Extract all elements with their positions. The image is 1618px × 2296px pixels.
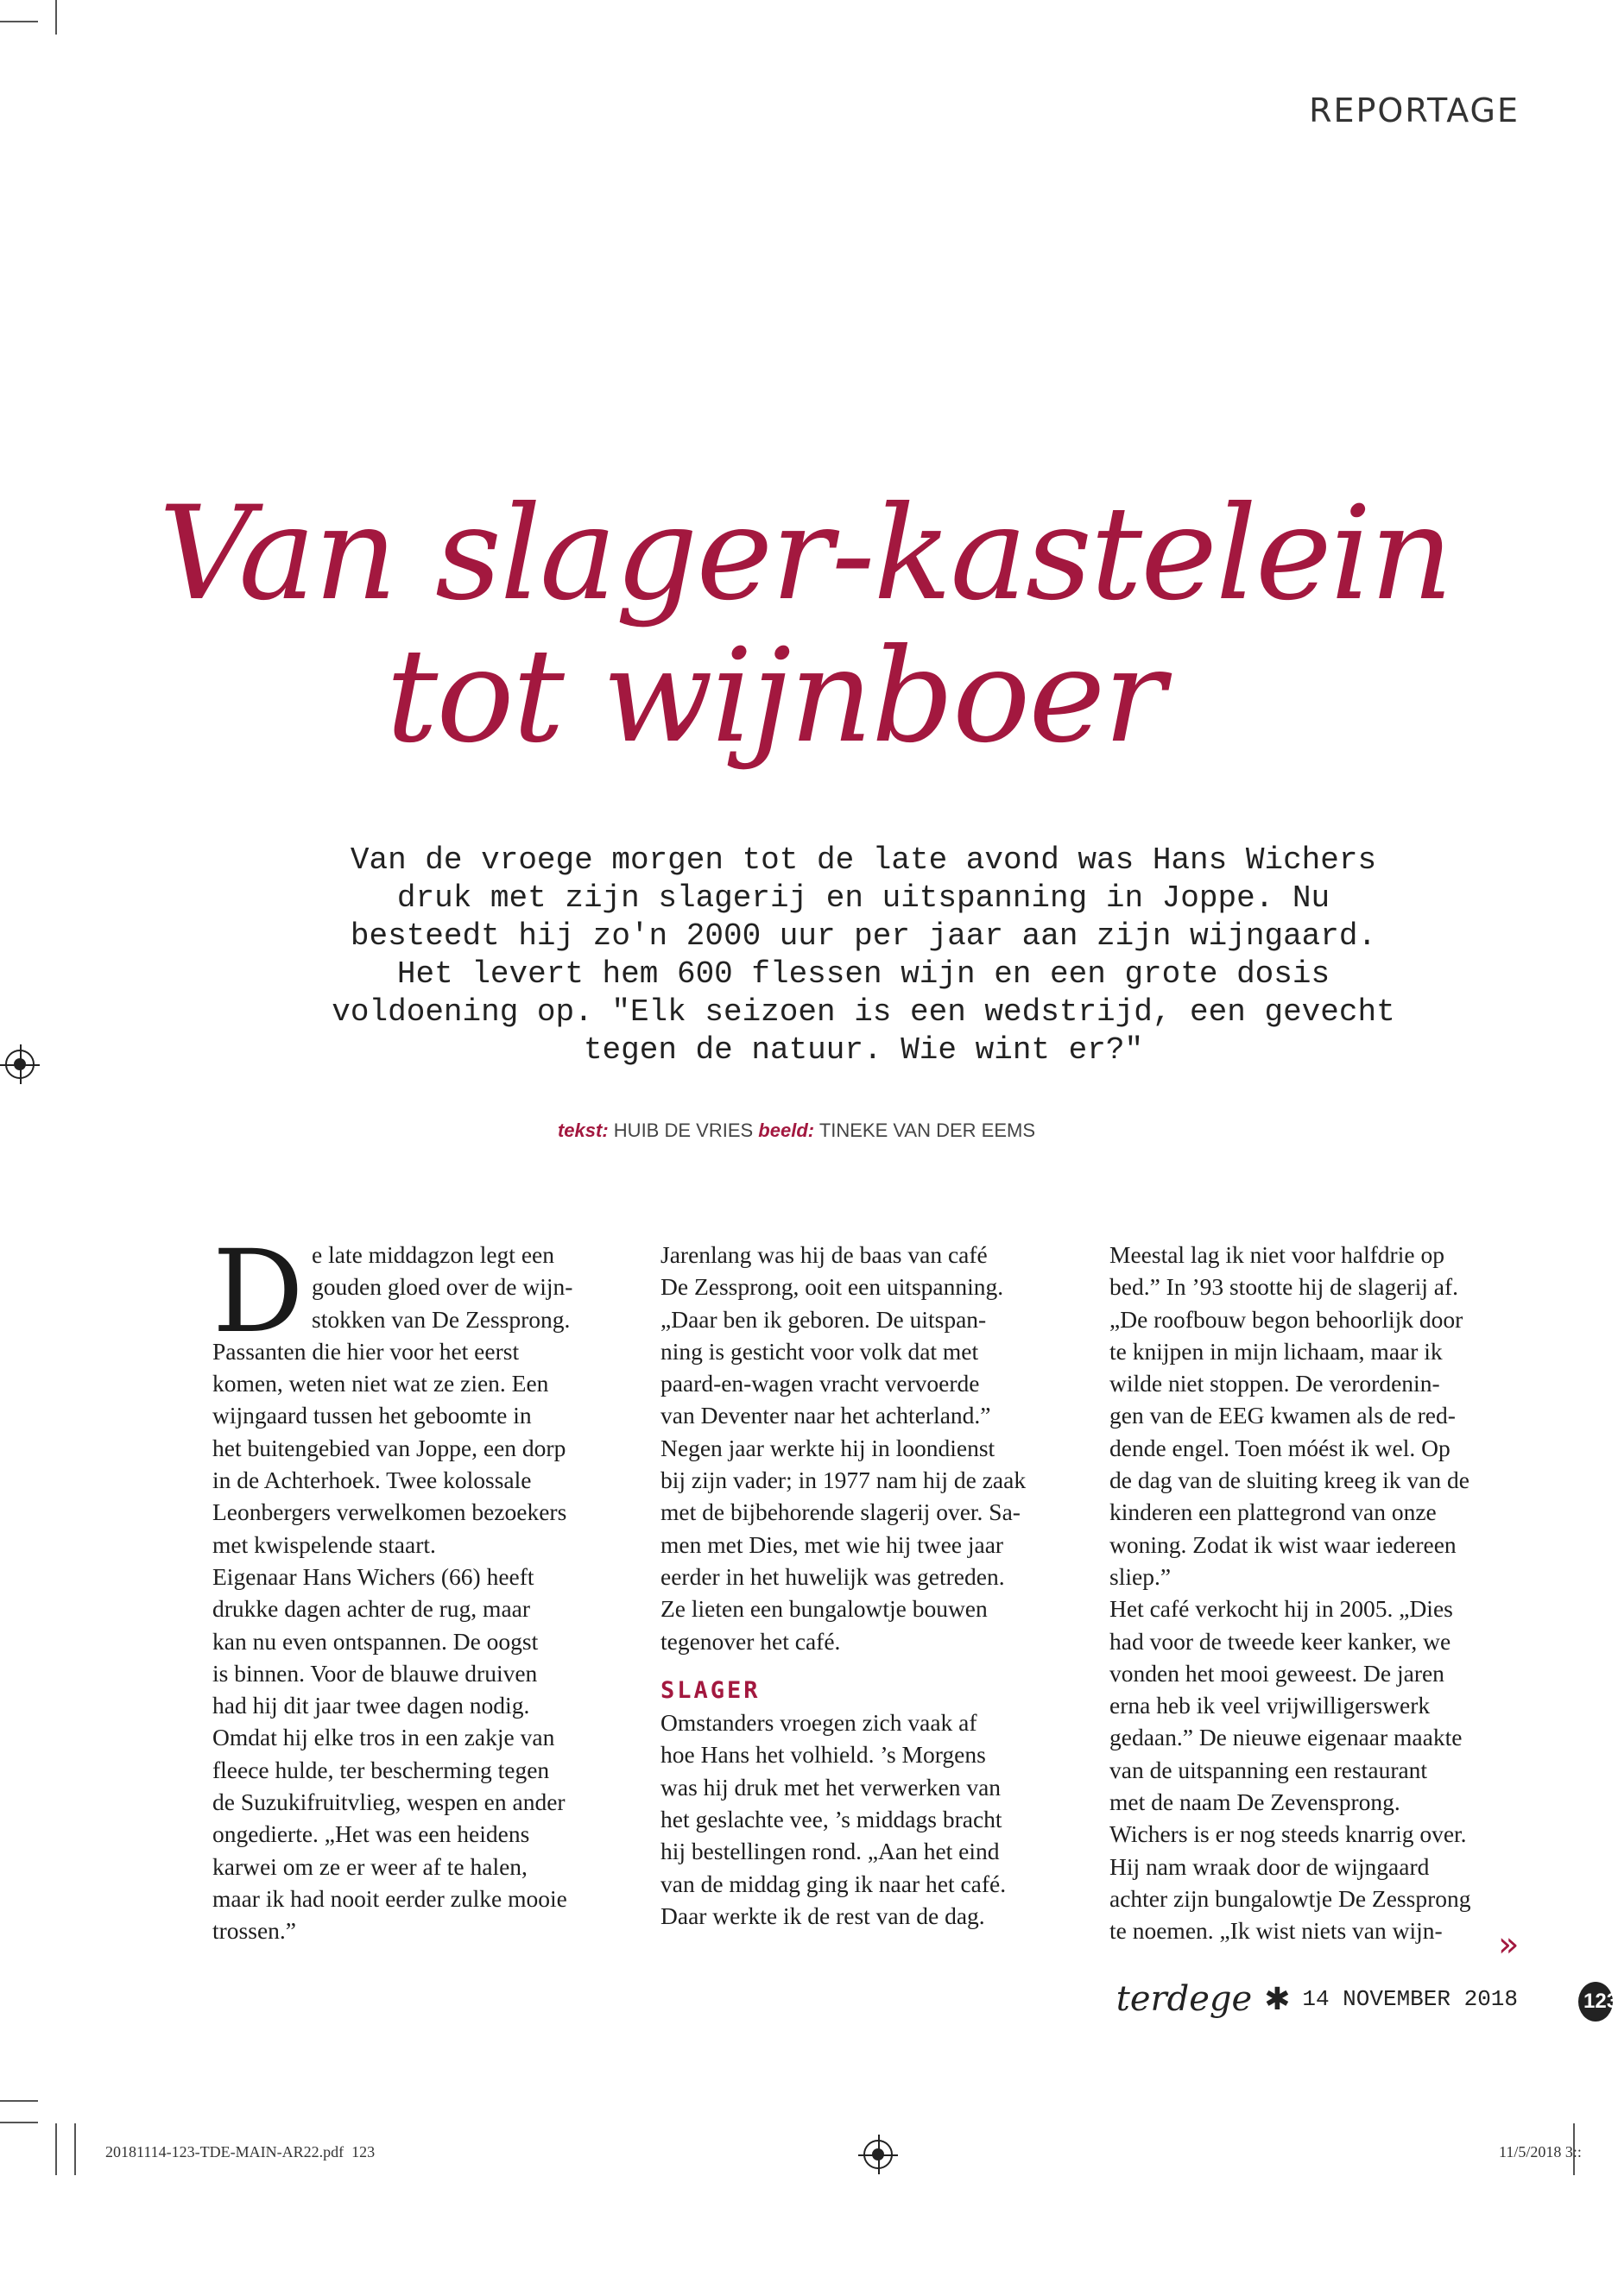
body-line: eerder in het huwelijk was getreden.: [660, 1562, 1005, 1590]
asterisk-icon: ✱: [1264, 1981, 1291, 2017]
body-line: e late middagzon legt een: [312, 1241, 554, 1268]
body-line: men met Dies, met wie hij twee jaar: [660, 1530, 1004, 1558]
body-line: hij bestellingen rond. „Aan het eind: [660, 1838, 1000, 1865]
body-line: Leonbergers verwelkomen bezoekers: [212, 1498, 567, 1526]
headline-line-2: tot wijnboer: [386, 621, 1164, 772]
body-line: had voor de tweede keer kanker, we: [1109, 1627, 1451, 1655]
headline: [0, 479, 1593, 772]
body-line: het buitengebied van Joppe, een dorp: [212, 1434, 566, 1461]
body-line: drukke dagen achter de rug, maar: [212, 1595, 531, 1623]
body-line: Hij nam wraak door de wijngaard: [1109, 1852, 1430, 1880]
body-line: De Zessprong, ooit een uitspanning.: [660, 1273, 1004, 1301]
body-line: karwei om ze er weer af te halen,: [212, 1852, 528, 1880]
intro-line: voldoening op. "Elk seizoen is een wedstrijd, een gevecht: [332, 994, 1395, 1030]
body-line: te noemen. „Ik wist niets van wijn-: [1109, 1917, 1443, 1945]
body-line: Het café verkocht hij in 2005. „Dies: [1109, 1595, 1453, 1623]
registration-mark-icon: [863, 2140, 893, 2169]
author-name: HUIB DE VRIES: [613, 1120, 754, 1141]
intro-paragraph: [307, 842, 1420, 1069]
body-line: van de uitspanning een restaurant: [1109, 1756, 1428, 1783]
body-line: met de bijbehorende slagerij over. Sa-: [660, 1498, 1021, 1526]
body-line: fleece hulde, ter bescherming tegen: [212, 1756, 550, 1783]
body-line: ongedierte. „Het was een heidens: [212, 1820, 530, 1848]
photographer-name: TINEKE VAN DER EEMS: [818, 1120, 1036, 1141]
crop-mark: [0, 2100, 38, 2102]
body-line: „Daar ben ik geboren. De uitspan-: [660, 1305, 987, 1333]
crop-mark: [55, 0, 57, 35]
body-line: maar ik had nooit eerder zulke mooie: [212, 1884, 567, 1912]
body-line: Passanten die hier voor het eerst: [212, 1337, 520, 1365]
slug-page: 123: [351, 2143, 376, 2160]
body-line: paard-en-wagen vracht vervoerde: [660, 1370, 980, 1397]
body-line: Eigenaar Hans Wichers (66) heeft: [212, 1562, 534, 1590]
page-number-badge: 123: [1578, 1982, 1613, 2022]
slug-filename: 20181114-123-TDE-MAIN-AR22.pdf: [105, 2143, 344, 2160]
body-line: sliep.”: [1109, 1562, 1172, 1590]
body-line: met de naam De Zevensprong.: [1109, 1788, 1400, 1816]
intro-line: tegen de natuur. Wie wint er?": [583, 1032, 1144, 1068]
body-line: erna heb ik veel vrijwilligerswerk: [1109, 1692, 1431, 1719]
intro-line: Het levert hem 600 flessen wijn en een grote dosis: [396, 956, 1330, 992]
body-line: achter zijn bungalowtje De Zessprong: [1109, 1884, 1471, 1912]
body-line: Omdat hij elke tros in een zakje van: [212, 1724, 555, 1751]
body-line: hoe Hans het volhield. ’s Morgens: [660, 1741, 986, 1769]
article-column-2: [660, 1239, 1071, 1932]
page-footer: [1116, 1979, 1518, 2019]
body-line: was hij druk met het verwerken van: [660, 1773, 1002, 1801]
body-line: Negen jaar werkte hij in loondienst: [660, 1434, 995, 1461]
registration-mark-icon: [5, 1050, 35, 1079]
section-label: REPORTAGE: [1309, 91, 1520, 129]
body-line: „De roofbouw begon behoorlijk door: [1109, 1305, 1463, 1333]
body-line: Jarenlang was hij de baas van café: [660, 1241, 988, 1268]
body-line: ning is gesticht voor volk dat met: [660, 1337, 979, 1365]
continue-arrow-icon: »: [1498, 1925, 1520, 1965]
article-column-3: [1109, 1239, 1520, 1947]
drop-cap: D: [212, 1226, 304, 1359]
body-line: wilde niet stoppen. De verordenin-: [1109, 1370, 1440, 1397]
body-line: tegenover het café.: [660, 1627, 841, 1655]
body-line: vonden het mooi geweest. De jaren: [1109, 1659, 1444, 1687]
crop-mark: [0, 21, 38, 22]
body-line: Ze lieten een bungalowtje bouwen: [660, 1595, 988, 1623]
body-line: wijngaard tussen het geboomte in: [212, 1402, 532, 1429]
subheading: SLAGER: [660, 1676, 761, 1704]
body-line: stokken van De Zessprong.: [312, 1305, 571, 1333]
print-slug-file: [105, 2143, 375, 2161]
body-line: van de middag ging ik naar het café.: [660, 1870, 1007, 1897]
print-slug-timestamp: 11/5/2018 3::: [1499, 2143, 1582, 2160]
body-line: de Suzukifruitvlieg, wespen en ander: [212, 1788, 566, 1816]
intro-line: druk met zijn slagerij en uitspanning in Joppe. Nu: [396, 880, 1330, 916]
body-line: kan nu even ontspannen. De oogst: [212, 1627, 539, 1655]
article-column-1: [212, 1226, 623, 1947]
body-line: kinderen een plattegrond van onze: [1109, 1498, 1437, 1526]
body-line: bed.” In ’93 stootte hij de slagerij af.: [1109, 1273, 1458, 1301]
issue-date: 14 NOVEMBER 2018: [1302, 1986, 1518, 2012]
intro-line: Van de vroege morgen tot de late avond was Hans Wichers: [350, 842, 1377, 878]
body-line: gedaan.” De nieuwe eigenaar maakte: [1109, 1724, 1463, 1751]
body-line: van Deventer naar het achterland.”: [660, 1402, 991, 1429]
magazine-logo: terdege: [1116, 1979, 1253, 2019]
body-line: trossen.”: [212, 1917, 296, 1945]
body-line: bij zijn vader; in 1977 nam hij de zaak: [660, 1467, 1027, 1494]
body-line: komen, weten niet wat ze zien. Een: [212, 1370, 549, 1397]
body-line: het geslachte vee, ’s middags bracht: [660, 1806, 1002, 1833]
body-line: de dag van de sluiting kreeg ik van de: [1109, 1467, 1469, 1494]
crop-mark: [55, 2123, 57, 2175]
body-line: dende engel. Toen móést ik wel. Op: [1109, 1434, 1451, 1461]
headline-line-1: Van slager-kastelein: [158, 479, 1452, 629]
body-line: gouden gloed over de wijn-: [312, 1273, 573, 1301]
crop-mark: [0, 2122, 38, 2123]
body-line: Omstanders vroegen zich vaak af: [660, 1709, 977, 1737]
body-line: woning. Zodat ik wist waar iedereen: [1109, 1530, 1457, 1558]
intro-line: besteedt hij zo'n 2000 uur per jaar aan zijn wijngaard.: [350, 918, 1377, 954]
text-label: tekst:: [557, 1120, 609, 1141]
body-line: is binnen. Voor de blauwe druiven: [212, 1659, 538, 1687]
byline: [0, 1120, 1593, 1142]
body-line: Wichers is er nog steeds knarrig over.: [1109, 1820, 1467, 1848]
body-line: met kwispelende staart.: [212, 1530, 436, 1558]
body-line: had hij dit jaar twee dagen nodig.: [212, 1692, 530, 1719]
body-line: te knijpen in mijn lichaam, maar ik: [1109, 1337, 1443, 1365]
body-line: gen van de EEG kwamen als de red-: [1109, 1402, 1456, 1429]
body-line: Daar werkte ik de rest van de dag.: [660, 1902, 985, 1929]
image-label: beeld:: [758, 1120, 815, 1141]
body-line: Meestal lag ik niet voor halfdrie op: [1109, 1241, 1444, 1268]
crop-mark: [74, 2123, 76, 2175]
body-line: in de Achterhoek. Twee kolossale: [212, 1467, 532, 1494]
